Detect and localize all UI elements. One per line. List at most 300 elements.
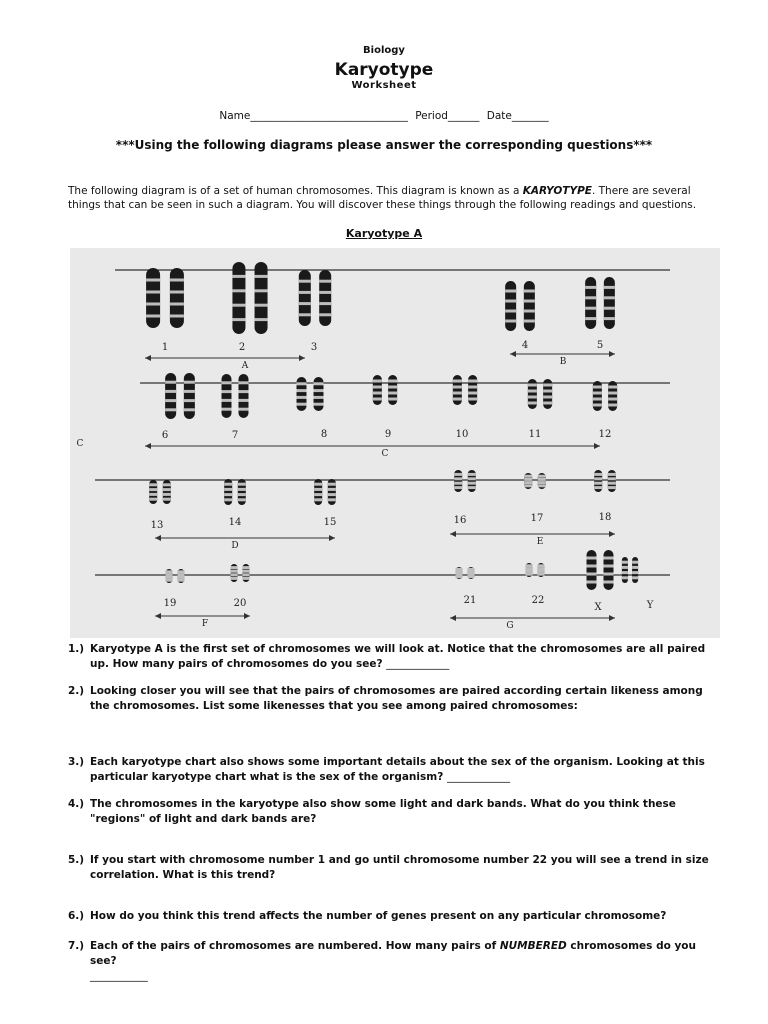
chromosome <box>146 268 160 328</box>
chromosome-band <box>146 303 160 306</box>
chromosome-band <box>238 493 246 496</box>
chromosome-band <box>608 386 617 389</box>
instructions: ***Using the following diagrams please answer the corresponding questions*** <box>115 138 653 152</box>
chromosome-band <box>373 386 382 389</box>
intro-term: KARYOTYPE <box>522 185 592 197</box>
intro-text-1: The following diagram is of a set of human chromosomes. This diagram is known as a <box>68 185 523 197</box>
chromosome-band <box>314 483 322 486</box>
chromosome-number-label: 12 <box>598 429 612 440</box>
page-title: Karyotype <box>334 60 434 80</box>
chromosome-band <box>328 498 336 501</box>
chromosome-band <box>537 564 544 567</box>
chromosome-band <box>242 566 249 569</box>
chromosome-band <box>166 573 173 576</box>
chromosome-band <box>232 318 245 321</box>
chromosome-number-label: 17 <box>530 513 544 524</box>
chromosome-pair-6 <box>165 373 195 419</box>
chromosome-band <box>146 291 160 294</box>
chromosome-band <box>242 570 249 573</box>
chromosome-band <box>604 581 614 584</box>
group-letter-label: A <box>241 361 249 371</box>
chromosome <box>170 268 184 328</box>
question-5 <box>68 853 718 883</box>
chromosome-band <box>222 399 232 402</box>
chromosome-band <box>170 279 184 282</box>
chromosome-band <box>165 408 176 411</box>
chromosome-band <box>594 473 602 476</box>
chromosome-band <box>373 380 382 383</box>
chromosome-band <box>608 477 616 480</box>
chromosome-band <box>467 575 474 578</box>
chromosome-band <box>319 313 331 316</box>
chromosome-pair-5 <box>585 277 615 329</box>
chromosome-band <box>604 565 614 568</box>
arrowhead <box>155 535 161 541</box>
question-number: 1.) <box>68 643 85 655</box>
chromosome-pair-Y <box>622 557 638 583</box>
chromosome-band <box>231 566 238 569</box>
chromosome-band <box>594 482 602 485</box>
chromosome-band <box>526 564 533 567</box>
chromosome <box>239 374 249 418</box>
chromosome-band <box>608 392 617 395</box>
chromosome-band <box>505 290 516 293</box>
chromosome-band <box>537 570 544 573</box>
chromosome-band <box>632 561 638 564</box>
chromosome-number-label: 10 <box>455 429 469 440</box>
page-subtitle: Worksheet <box>351 80 417 91</box>
question-2 <box>68 684 718 714</box>
chromosome-band <box>587 573 597 576</box>
chromosome-band <box>222 408 232 411</box>
name-field: Name______________________________ <box>219 110 408 122</box>
chromosome-band <box>594 477 602 480</box>
chromosome-band <box>177 579 184 582</box>
group-letter-label: C <box>381 449 389 459</box>
karyotype-image <box>70 248 720 638</box>
chromosome-band <box>149 483 157 486</box>
question-number: 5.) <box>68 854 85 866</box>
chromosome-band <box>163 483 171 486</box>
chromosome-band <box>222 381 232 384</box>
chromosome-band <box>543 396 552 399</box>
figure-label: Karyotype A <box>345 227 423 240</box>
chromosome-band <box>299 302 311 305</box>
chromosome-number-label: 3 <box>310 342 318 353</box>
chromosome-band <box>314 488 322 491</box>
chromosome-number-label: 14 <box>228 517 242 528</box>
question-text: Karyotype A is the first set of chromosomes we will look at. Notice that the chromosomes are all paired up. How many pairs of chromosomes do you see? <box>90 643 706 670</box>
karyotype-figure <box>70 248 720 638</box>
chromosome-band <box>299 291 311 294</box>
chromosome-number-label: 21 <box>463 595 477 606</box>
chromosome-band <box>505 300 516 303</box>
chromosome-number-label: X <box>594 602 602 613</box>
subject-label: Biology <box>363 45 405 56</box>
question-number: 2.) <box>68 685 85 697</box>
chromosome <box>165 373 176 419</box>
chromosome-band <box>468 482 476 485</box>
date-field: Date_______ <box>486 110 549 122</box>
question-7 <box>68 939 718 984</box>
chromosome-band <box>170 291 184 294</box>
chromosome-band <box>543 384 552 387</box>
chromosome-band <box>585 286 596 289</box>
chromosome-band <box>453 398 462 401</box>
chromosome-band <box>224 488 232 491</box>
chromosome-band <box>468 392 477 395</box>
chromosome-band <box>255 318 268 321</box>
chromosome-band <box>538 478 546 481</box>
chromosome <box>255 262 268 334</box>
chromosome-band <box>373 398 382 401</box>
group-letter-label: E <box>536 537 544 547</box>
chromosome-band <box>632 566 638 569</box>
chromosome <box>297 377 307 411</box>
chromosome <box>505 281 516 331</box>
question-emphasis: NUMBERED <box>499 940 567 952</box>
chromosome-pair-16 <box>454 470 476 492</box>
chromosome-band <box>585 317 596 320</box>
chromosome-number-label: 18 <box>598 512 612 523</box>
chromosome-band <box>146 279 160 282</box>
chromosome-pair-10 <box>453 375 477 405</box>
arrowhead <box>609 615 615 621</box>
chromosome-band <box>297 389 307 392</box>
chromosome-band <box>587 557 597 560</box>
chromosome-pair-3 <box>299 270 331 326</box>
side-mark: C <box>76 439 84 449</box>
chromosome-band <box>255 304 268 307</box>
chromosome-pair-7 <box>222 374 249 418</box>
chromosome-number-label: 22 <box>531 595 545 606</box>
chromosome-band <box>163 488 171 491</box>
question-number: 3.) <box>68 756 85 768</box>
chromosome-band <box>314 498 322 501</box>
arrowhead <box>450 615 456 621</box>
chromosome-band <box>604 557 614 560</box>
chromosome-band <box>528 384 537 387</box>
chromosome-pair-15 <box>314 479 336 505</box>
chromosome-number-label: Y <box>646 600 654 611</box>
chromosome-band <box>454 477 462 480</box>
chromosome-number-label: 11 <box>528 429 542 440</box>
arrowhead <box>450 531 456 537</box>
chromosome-band <box>231 577 238 580</box>
chromosome-band <box>526 570 533 573</box>
chromosome-band <box>165 399 176 402</box>
chromosome-number-label: 15 <box>323 517 337 528</box>
chromosome <box>604 550 614 590</box>
chromosome-number-label: 7 <box>231 430 239 441</box>
chromosome <box>585 277 596 329</box>
chromosome-band <box>468 473 476 476</box>
answer-blank[interactable]: ___________ <box>90 970 148 982</box>
chromosome-band <box>149 488 157 491</box>
chromosome-band <box>604 573 614 576</box>
chromosome-pair-21 <box>456 567 475 579</box>
chromosome-band <box>184 381 195 384</box>
chromosome-band <box>608 398 617 401</box>
chromosome-band <box>297 396 307 399</box>
chromosome-band <box>299 280 311 283</box>
chromosome-band <box>468 477 476 480</box>
chromosome-pair-1 <box>146 268 184 328</box>
intro-paragraph <box>68 184 718 212</box>
arrowhead <box>609 531 615 537</box>
group-letter-label: F <box>201 619 209 629</box>
chromosome-band <box>468 386 477 389</box>
chromosome-band <box>165 390 176 393</box>
chromosome-pair-13 <box>149 480 171 504</box>
chromosome-band <box>537 567 544 570</box>
chromosome <box>299 270 311 326</box>
chromosome-band <box>524 310 535 313</box>
chromosome-number-label: 8 <box>320 429 328 440</box>
intro-text-2: . There are several things that can be seen in such a diagram. You will discover these things through the following readings and questions. <box>68 185 697 211</box>
arrowhead <box>329 535 335 541</box>
chromosome-band <box>505 310 516 313</box>
question-3 <box>68 755 718 785</box>
chromosome-band <box>238 483 246 486</box>
chromosome-band <box>453 392 462 395</box>
chromosome-band <box>184 408 195 411</box>
chromosome-band <box>388 386 397 389</box>
chromosome-band <box>149 498 157 501</box>
chromosome-band <box>632 576 638 579</box>
chromosome-band <box>242 573 249 576</box>
chromosome-band <box>238 488 246 491</box>
arrowhead <box>155 613 161 619</box>
chromosome-band <box>593 392 602 395</box>
chromosome-band <box>388 380 397 383</box>
chromosome-band <box>239 381 249 384</box>
chromosome-band <box>593 398 602 401</box>
chromosome-band <box>232 304 245 307</box>
question-text: Each karyotype chart also shows some important details about the sex of the organism. Looking at this particular karyotype chart what is the sex of the organism? <box>90 756 705 783</box>
chromosome-band <box>299 313 311 316</box>
chromosome-band <box>255 289 268 292</box>
chromosome-band <box>453 386 462 389</box>
chromosome-band <box>453 380 462 383</box>
group-letter-label: B <box>559 357 567 367</box>
chromosome-band <box>170 303 184 306</box>
chromosome-band <box>585 307 596 310</box>
chromosome-band <box>585 296 596 299</box>
chromosome-pair-14 <box>224 479 246 505</box>
chromosome-band <box>468 380 477 383</box>
chromosome-number-label: 13 <box>150 520 164 531</box>
chromosome-band <box>238 498 246 501</box>
chromosome-band <box>524 481 532 484</box>
chromosome-band <box>543 402 552 405</box>
chromosome-band <box>314 396 324 399</box>
student-fields <box>0 110 768 122</box>
chromosome-band <box>328 483 336 486</box>
chromosome-band <box>594 486 602 489</box>
chromosome-band <box>524 300 535 303</box>
question-4 <box>68 797 718 827</box>
chromosome-band <box>593 386 602 389</box>
chromosome-band <box>328 488 336 491</box>
chromosome-band <box>239 390 249 393</box>
question-text: Each of the pairs of chromosomes are numbered. How many pairs of <box>90 940 500 952</box>
chromosome-band <box>242 577 249 580</box>
chromosome-band <box>537 573 544 576</box>
chromosome <box>314 377 324 411</box>
chromosome-pair-X <box>587 550 614 590</box>
chromosome-band <box>524 290 535 293</box>
chromosome-band <box>314 382 324 385</box>
chromosome-band <box>526 573 533 576</box>
chromosome-band <box>538 481 546 484</box>
chromosome-band <box>163 498 171 501</box>
chromosome-band <box>222 390 232 393</box>
chromosome-band <box>587 581 597 584</box>
chromosome-band <box>538 484 546 487</box>
chromosome-band <box>524 484 532 487</box>
chromosome-band <box>319 280 331 283</box>
chromosome-band <box>163 493 171 496</box>
chromosome-band <box>608 482 616 485</box>
chromosome-band <box>146 315 160 318</box>
chromosome-band <box>604 286 615 289</box>
chromosome-band <box>593 404 602 407</box>
question-number: 7.) <box>68 940 85 952</box>
chromosome <box>184 373 195 419</box>
chromosome-band <box>231 573 238 576</box>
chromosome <box>604 277 615 329</box>
chromosome-number-label: 9 <box>384 429 392 440</box>
chromosome-pair-19 <box>166 569 185 583</box>
chromosome-band <box>604 317 615 320</box>
chromosome-band <box>468 398 477 401</box>
chromosome-band <box>165 381 176 384</box>
chromosome-band <box>538 475 546 478</box>
answer-blank[interactable]: ____________ <box>386 658 450 670</box>
question-6 <box>68 909 718 924</box>
chromosome-band <box>166 579 173 582</box>
chromosome-band <box>319 291 331 294</box>
chromosome-pair-9 <box>373 375 397 405</box>
chromosome-band <box>505 320 516 323</box>
chromosome <box>232 262 245 334</box>
chromosome-band <box>604 307 615 310</box>
chromosome-band <box>528 396 537 399</box>
chromosome-number-label: 2 <box>238 342 246 353</box>
chromosome-band <box>454 482 462 485</box>
chromosome-band <box>224 483 232 486</box>
chromosome-number-label: 20 <box>233 598 247 609</box>
chromosome-band <box>587 565 597 568</box>
chromosome-band <box>297 403 307 406</box>
chromosome-pair-2 <box>232 262 267 334</box>
chromosome-number-label: 19 <box>163 598 177 609</box>
arrowhead <box>145 443 151 449</box>
chromosome-band <box>622 566 628 569</box>
chromosome-band <box>632 571 638 574</box>
chromosome-band <box>524 475 532 478</box>
chromosome-band <box>255 275 268 278</box>
chromosome-band <box>166 570 173 573</box>
chromosome-band <box>239 399 249 402</box>
chromosome-pair-12 <box>593 381 617 411</box>
chromosome-band <box>524 478 532 481</box>
chromosome-band <box>524 320 535 323</box>
chromosome-band <box>454 486 462 489</box>
chromosome-band <box>184 390 195 393</box>
chromosome <box>587 550 597 590</box>
chromosome-band <box>543 390 552 393</box>
chromosome <box>222 374 232 418</box>
chromosome-number-label: 5 <box>596 340 604 351</box>
chromosome-band <box>319 302 331 305</box>
chromosome-pair-17 <box>524 473 546 489</box>
arrowhead <box>594 443 600 449</box>
arrowhead <box>145 355 151 361</box>
arrowhead <box>510 351 516 357</box>
chromosome-band <box>232 289 245 292</box>
chromosome-number-label: 6 <box>161 430 169 441</box>
arrowhead <box>299 355 305 361</box>
chromosome <box>319 270 331 326</box>
question-1 <box>68 642 718 672</box>
arrowhead <box>244 613 250 619</box>
chromosome-band <box>373 392 382 395</box>
chromosome-band <box>177 570 184 573</box>
chromosome-band <box>622 571 628 574</box>
question-text: Looking closer you will see that the pairs of chromosomes are paired according certain likeness among the chromosomes. List some likenesses that you see among paired chromosomes: <box>90 685 703 712</box>
chromosome-band <box>528 390 537 393</box>
chromosome-band <box>239 408 249 411</box>
chromosome-pair-4 <box>505 281 535 331</box>
chromosome-band <box>608 404 617 407</box>
question-text: How do you think this trend affects the number of genes present on any particular chromosome? <box>90 910 667 922</box>
chromosome-band <box>456 575 463 578</box>
chromosome-band <box>177 576 184 579</box>
chromosome-pair-20 <box>231 564 250 582</box>
chromosome-band <box>184 399 195 402</box>
chromosome-band <box>232 275 245 278</box>
chromosome-band <box>608 486 616 489</box>
question-text: If you start with chromosome number 1 and go until chromosome number 22 you will see a trend in size correlation. What is this trend? <box>90 854 709 881</box>
chromosome-band <box>528 402 537 405</box>
chromosome-number-label: 1 <box>161 342 169 353</box>
chromosome-band <box>526 567 533 570</box>
chromosome-band <box>314 403 324 406</box>
chromosome-band <box>388 398 397 401</box>
question-number: 6.) <box>68 910 85 922</box>
chromosome-band <box>224 498 232 501</box>
question-text: The chromosomes in the karyotype also show some light and dark bands. What do you think these "regions" of light and dark bands are? <box>90 798 676 825</box>
chromosome-band <box>314 389 324 392</box>
chromosome-band <box>328 493 336 496</box>
chromosome-band <box>166 576 173 579</box>
group-letter-label: G <box>506 621 514 631</box>
chromosome-band <box>177 573 184 576</box>
chromosome-band <box>468 486 476 489</box>
chromosome-band <box>622 561 628 564</box>
chromosome-band <box>608 473 616 476</box>
chromosome-band <box>388 392 397 395</box>
chromosome-band <box>622 576 628 579</box>
question-text: chromosomes do you see? <box>90 940 697 967</box>
answer-blank[interactable]: ____________ <box>446 771 510 783</box>
chromosome-number-label: 4 <box>521 340 529 351</box>
chromosome <box>524 281 535 331</box>
chromosome-band <box>454 473 462 476</box>
chromosome-band <box>149 493 157 496</box>
